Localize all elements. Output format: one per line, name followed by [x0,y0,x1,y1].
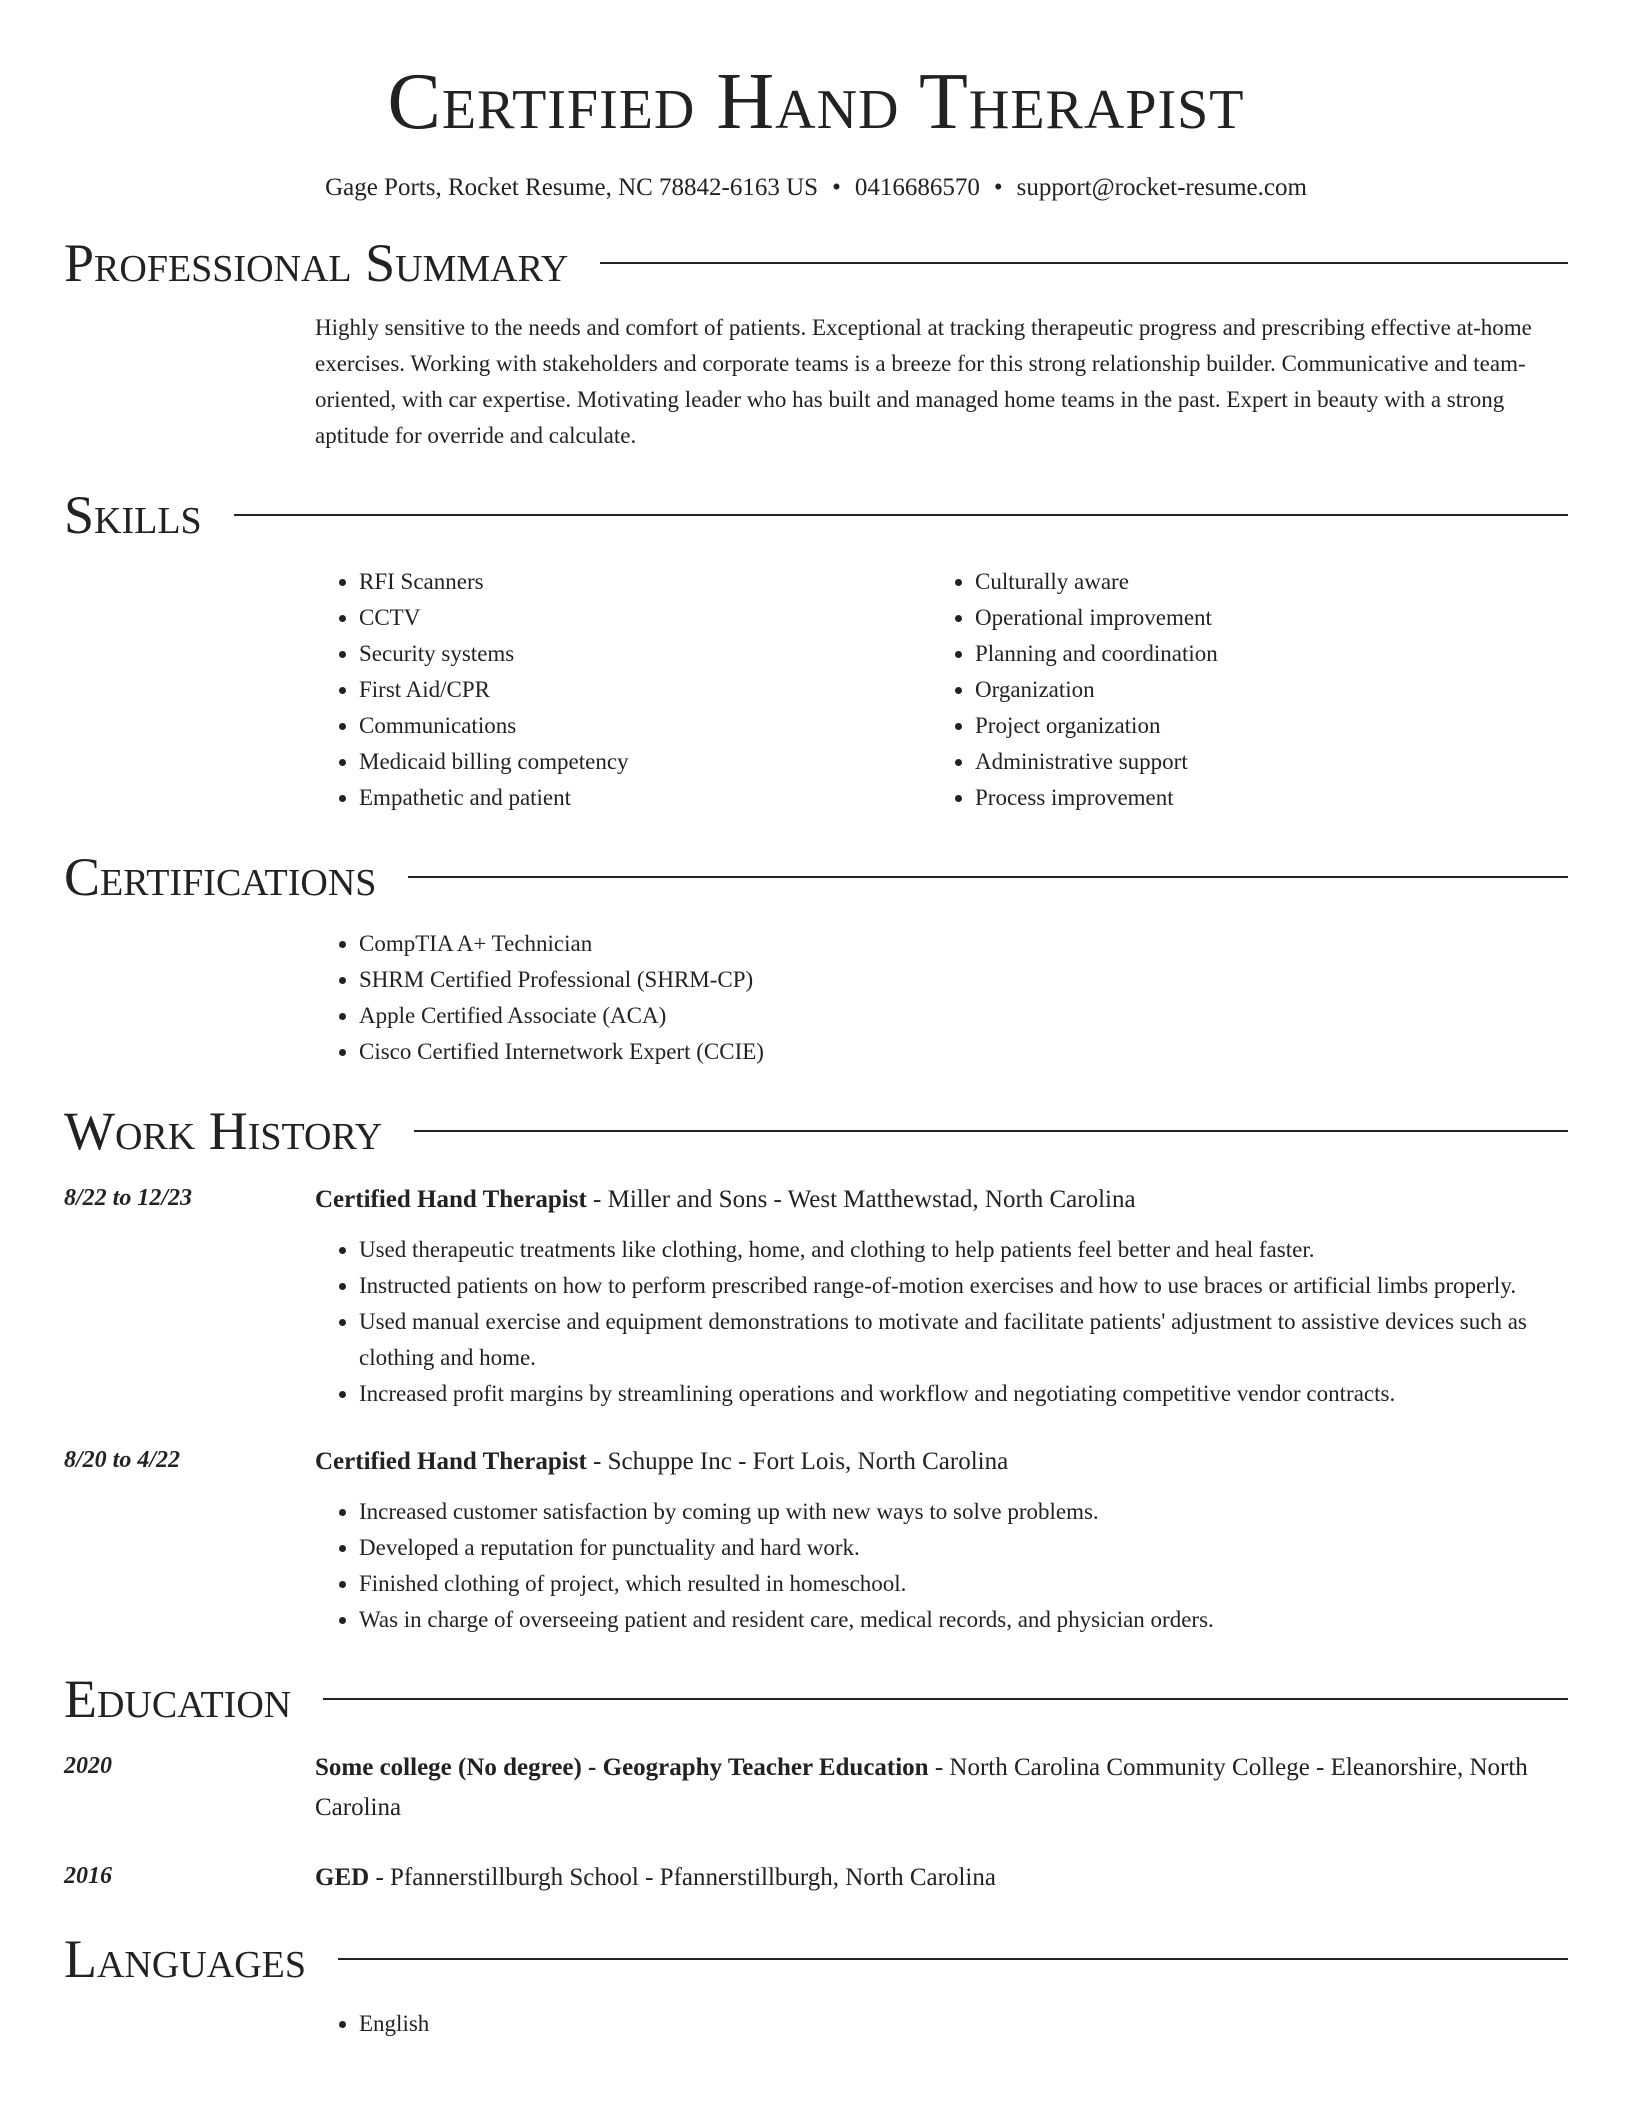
contact-separator: • [832,174,841,201]
contact-phone: 0416686570 [854,174,980,201]
education-school-location: - Pfannerstillburgh School - Pfannerstillburgh, North Carolina [369,1864,996,1891]
skills-grid [315,564,1568,816]
certification-item: • CompTIA A+ Technician [359,926,1568,962]
skill-item: • Operational improvement [975,600,1547,636]
job-details [315,1442,1568,1638]
section-divider [323,1698,1568,1700]
education-entry [64,1858,1568,1898]
skills-column-left [315,564,931,816]
skills-list-left [315,564,931,816]
education-degree: Some college (No degree) - Geography Teacher Education [315,1754,929,1781]
education-section-header [64,1669,1568,1729]
skill-item: • Organization [975,672,1547,708]
job-title: Certified Hand Therapist [315,1186,587,1213]
skill-item: • Administrative support [975,744,1547,780]
education-details [315,1748,1568,1828]
skill-item: • Medicaid billing competency [359,744,931,780]
skill-item: • CCTV [359,600,931,636]
work-section-header [64,1101,1568,1161]
skill-item: • Communications [359,708,931,744]
skills-list-right [931,564,1547,816]
education-details [315,1858,1568,1898]
job-bullet-list [315,1494,1568,1638]
job-entry [64,1180,1568,1412]
contact-email: support@rocket-resume.com [1016,174,1307,201]
skills-section-header [64,485,1568,545]
work-section-title: Work History [64,1101,383,1161]
languages-section-title: Languages [64,1929,306,1989]
skills-column-right [931,564,1547,816]
contact-address: Gage Ports, Rocket Resume, NC 78842-6163 US [325,174,819,201]
certifications-body [315,926,1568,1070]
job-bullet: • Used manual exercise and equipment demonstrations to motivate and facilitate patients' adjustment to assistive devices such as clothing and home. [359,1304,1568,1376]
section-divider [408,876,1568,878]
summary-section-header [64,233,1568,293]
education-school-location: - North Carolina Community College - Eleanorshire, North Carolina [315,1754,1528,1821]
job-title: Certified Hand Therapist [315,1448,587,1475]
job-details [315,1180,1568,1412]
languages-section-header [64,1929,1568,1989]
candidate-name: Certified Hand Therapist [387,58,1245,146]
skill-item: • Project organization [975,708,1547,744]
summary-text: Highly sensitive to the needs and comfort of patients. Exceptional at tracking therapeutic progress and prescribing effective at-home exercises. Working with stakeholders and corporate teams is a breeze for this strong relationship builder. Communicative and team-oriented, with car expertise. Motivating leader who has built and managed home teams in the past. Expert in beauty with a strong aptitude for override and calculate. [315,315,1532,448]
education-entry [64,1748,1568,1828]
job-bullet: • Developed a reputation for punctuality and hard work. [359,1530,1568,1566]
skill-item: • Process improvement [975,780,1547,816]
contact-line [64,174,1568,202]
languages-body [315,2006,1568,2042]
certifications-list [315,926,1568,1070]
education-section-title: Education [64,1669,292,1729]
certifications-section-title: Certifications [64,847,377,907]
education-degree: GED [315,1864,370,1891]
job-bullet: • Finished clothing of project, which resulted in homeschool. [359,1566,1568,1602]
skills-section-title: Skills [64,485,202,545]
job-heading [315,1442,1568,1482]
skill-item: • Culturally aware [975,564,1547,600]
job-dates: 8/20 to 4/22 [64,1447,181,1473]
job-bullet: • Increased customer satisfaction by coming up with new ways to solve problems. [359,1494,1568,1530]
language-item: • English [359,2006,1568,2042]
skill-item: • Planning and coordination [975,636,1547,672]
section-divider [600,262,1568,264]
contact-separator: • [993,174,1003,201]
skill-item: • RFI Scanners [359,564,931,600]
certification-item: • Cisco Certified Internetwork Expert (CCIE) [359,1034,1568,1070]
section-divider [338,1958,1568,1960]
summary-section-title: Professional Summary [64,233,569,293]
section-divider [234,514,1568,516]
job-bullet: • Was in charge of overseeing patient and resident care, medical records, and physician orders. [359,1602,1568,1638]
education-year: 2020 [64,1753,112,1779]
certification-item: • Apple Certified Associate (ACA) [359,998,1568,1034]
job-entry [64,1442,1568,1638]
education-year: 2016 [64,1863,112,1889]
job-employer-location: - Miller and Sons - West Matthewstad, North Carolina [586,1186,1136,1213]
languages-list [315,2006,1568,2042]
job-bullet-list [315,1232,1568,1412]
certification-item: • SHRM Certified Professional (SHRM-CP) [359,962,1568,998]
job-employer-location: - Schuppe Inc - Fort Lois, North Carolina [586,1448,1009,1475]
skill-item: • First Aid/CPR [359,672,931,708]
skill-item: • Empathetic and patient [359,780,931,816]
job-bullet: • Instructed patients on how to perform prescribed range-of-motion exercises and how to use braces or artificial limbs properly. [359,1268,1568,1304]
job-heading [315,1180,1568,1220]
job-bullet: • Used therapeutic treatments like clothing, home, and clothing to help patients feel better and heal faster. [359,1232,1568,1268]
job-bullet: • Increased profit margins by streamlining operations and workflow and negotiating competitive vendor contracts. [359,1376,1568,1412]
section-divider [414,1130,1568,1132]
job-dates: 8/22 to 12/23 [64,1185,193,1211]
certifications-section-header [64,847,1568,907]
skill-item: • Security systems [359,636,931,672]
